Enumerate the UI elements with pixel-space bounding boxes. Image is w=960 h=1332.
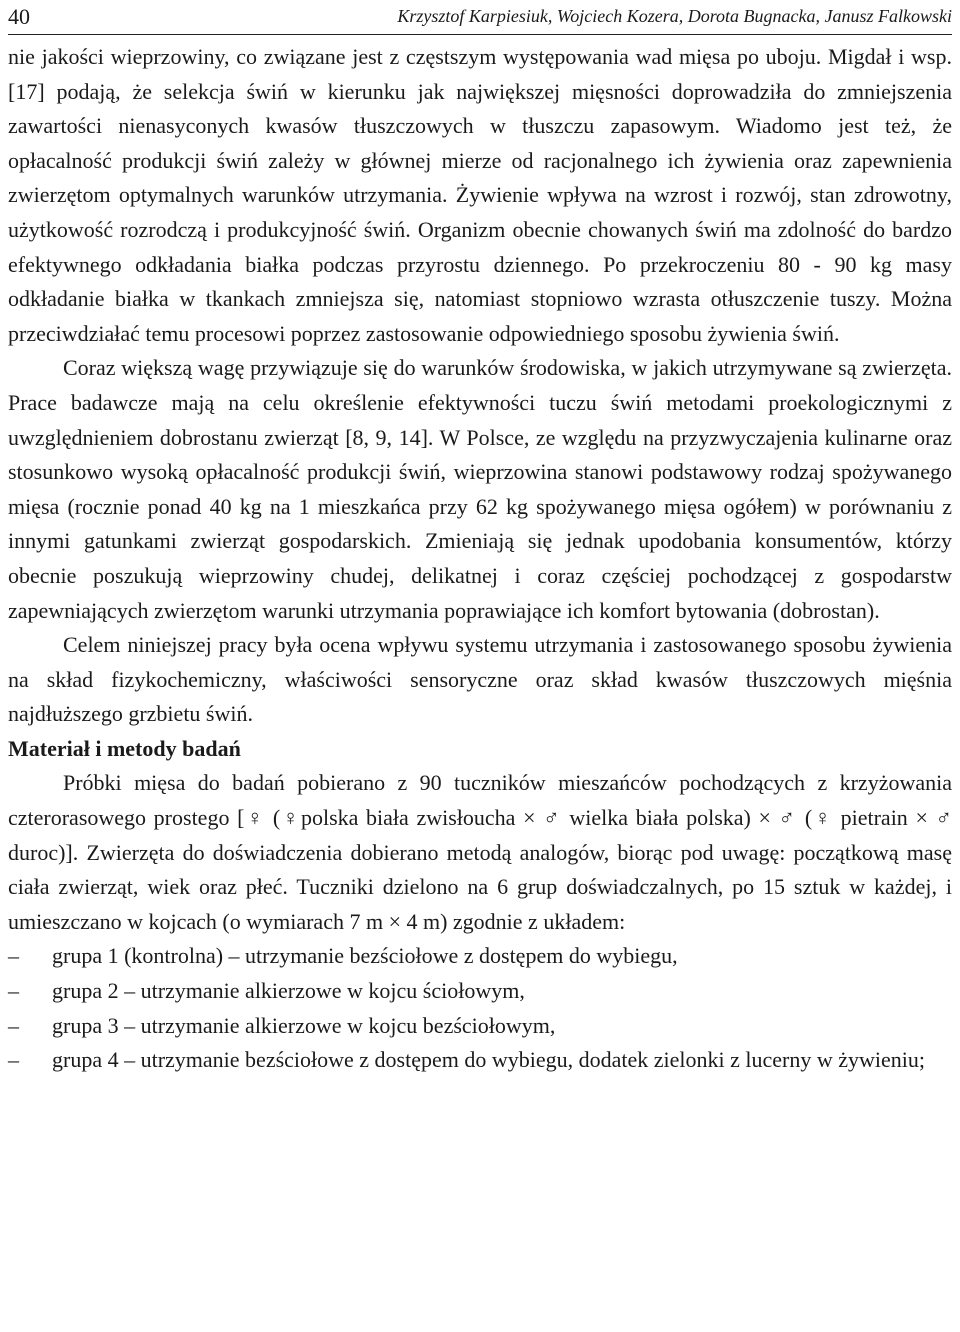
dash-bullet: – [8, 978, 19, 1004]
list-item-text: grupa 2 – utrzymanie alkierzowe w kojcu ściołowym, [52, 978, 525, 1004]
paragraph-3: Celem niniejszej pracy była ocena wpływu systemu utrzymania i zastosowanego sposobu żywienia na skład fizykochemiczny, właściwości sensoryczne oraz skład kwasów tłuszczowych mięśnia najdłuższego grzbietu świń. [8, 632, 952, 727]
list-item [8, 974, 952, 1009]
section-heading: Materiał i metody badań [8, 735, 241, 761]
list-item [8, 1009, 952, 1044]
paragraph-4: Próbki mięsa do badań pobierano z 90 tuczników mieszańców pochodzących z krzyżowania czterorasowego prostego [♀ (♀polska biała zwisłoucha × ♂ wielka biała polska) × ♂ (♀ pietrain × ♂ duroc)]. Zwierzęta do doświadczenia dobierano metodą analogów, biorąc pod uwagę: początkową masę ciała zwierząt, wiek oraz płeć. Tuczniki dzielono na 6 grup doświadczalnych, po 15 sztuk w każdej, i umieszczano w kojcach (o wymiarach 7 m × 4 m) zgodnie z układem: [8, 770, 952, 934]
dash-bullet: – [8, 943, 19, 969]
running-head-authors: Krzysztof Karpiesiuk, Wojciech Kozera, Dorota Bugnacka, Janusz Falkowski [397, 6, 952, 26]
page-header [8, 0, 952, 35]
paragraph-1: nie jakości wieprzowiny, co związane jest z częstszym występowania wad mięsa po uboju. Migdał i wsp. [17] podają, że selekcja świń w kierunku jak największej mięsności doprowadziła do zmniejszenia zawartości nienasyconych kwasów tłuszczowych w tłuszczu zapasowym. Wiadomo jest też, że opłacalność produkcji świń zależy w głównej mierze od racjonalnego ich żywienia oraz zapewnienia zwierzętom optymalnych warunków utrzymania. Żywienie wpływa na wzrost i rozwój, stan zdrowotny, użytkowość rozrodczą i produkcyjność świń. Organizm obecnie chowanych świń ma zdolność do bardzo efektywnego odkładania białka podczas przyrostu dziennego. Po przekroczeniu 80 - 90 kg masy odkładanie białka w tkankach zmniejsza się, natomiast stopniowo wzrasta otłuszczenie tuszy. Można przeciwdziałać temu procesowi poprzez zastosowanie odpowiedniego sposobu żywienia świń. [8, 44, 952, 346]
article-body [8, 40, 952, 1078]
dash-bullet: – [8, 1047, 19, 1073]
list-item [8, 1043, 952, 1078]
list-item [8, 939, 952, 974]
group-list [8, 939, 952, 1077]
paragraph-2: Coraz większą wagę przywiązuje się do warunków środowiska, w jakich utrzymywane są zwierzęta. Prace badawcze mają na celu określenie efektywności tuczu świń metodami proekologicznymi z uwzględnieniem dobrostanu zwierząt [8, 9, 14]. W Polsce, ze względu na przyzwyczajenia kulinarne oraz stosunkowo wysoką opłacalność produkcji świń, wieprzowina stanowi podstawowy rodzaj spożywanego mięsa (rocznie ponad 40 kg na 1 mieszkańca przy 62 kg spożywanego mięsa ogółem) w porównaniu z innymi gatunkami zwierząt gospodarskich. Zmieniają się jednak upodobania konsumentów, którzy obecnie poszukują wieprzowiny chudej, delikatnej i coraz częściej pochodzącej z gospodarstw zapewniających zwierzętom warunki utrzymania poprawiające ich komfort bytowania (dobrostan). [8, 355, 952, 623]
list-item-text: grupa 3 – utrzymanie alkierzowe w kojcu bezściołowym, [52, 1012, 556, 1038]
dash-bullet: – [8, 1012, 19, 1038]
page-number: 40 [8, 4, 30, 29]
list-item-text: grupa 1 (kontrolna) – utrzymanie bezściołowe z dostępem do wybiegu, [52, 943, 678, 969]
list-item-text: grupa 4 – utrzymanie bezściołowe z dostępem do wybiegu, dodatek zielonki z lucerny w żywieniu; [52, 1047, 926, 1073]
